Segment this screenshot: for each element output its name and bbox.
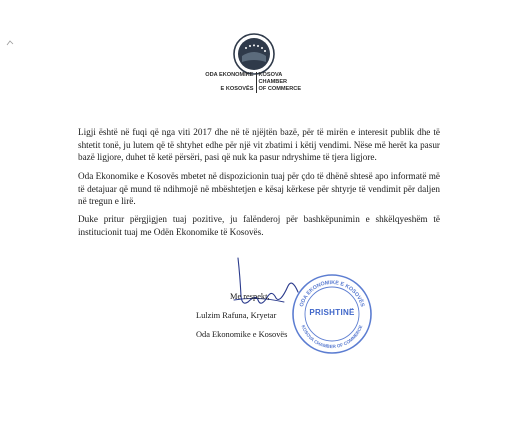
stamp-ring-text-top: ODA EKONOMIKE E KOSOVËS <box>298 279 366 308</box>
org-name-albanian-line2: E KOSOVËS <box>220 86 254 92</box>
closing-salutation: Me respekt, <box>230 292 270 301</box>
org-name-english-line1: KOSOVA CHAMBER <box>258 72 288 85</box>
signatory-organization: Oda Ekonomike e Kosovës <box>196 330 288 339</box>
body-paragraph-2: Oda Ekonomike e Kosovës mbetet në dispozicionin tuaj për çdo të dhënë shtesë apo informatë më të detajuar që mund të ndihmojë në mbështetjen e kësaj kërkese për shtyrje të vendimit për daljen në tregun e lirë. <box>78 171 440 206</box>
org-name-albanian-line1: ODA EKONOMIKE <box>205 72 254 78</box>
svg-text:ODA EKONOMIKE E KOSOVËS <box>299 280 365 308</box>
scan-mark <box>6 40 14 46</box>
stamp-city: PRISHTINË <box>309 308 355 317</box>
stamp-ring-text-bottom: KOSOVA CHAMBER OF COMMERCE <box>300 324 364 350</box>
letterhead-org-name <box>0 72 512 93</box>
body-paragraph-3: Duke pritur përgjigjen tuaj pozitive, ju falënderoj për bashkëpunimin e shkëlqyeshëm të institucionit tuaj me Odën Ekonomike të Kosovës. <box>78 214 440 237</box>
signatory-name: Lulzim Rafuna, Kryetar <box>196 311 277 320</box>
body-paragraph-1: Ligji është në fuqi që nga viti 2017 dhe në të njëjtën bazë, për të mirën e interesit publik dhe të shtetit tonë, ju lutem që të shtyhet edhe për një vit zbatimi i këtij vendimi. Nëse më herët ka pasur bazë ligjore, duhet të ketë përsëri, pasi që nuk ka pasur ndryshime të tjera ligjore. <box>78 127 440 162</box>
chamber-logo-icon <box>232 32 276 76</box>
org-name-english-line2: OF COMMERCE <box>258 86 302 92</box>
